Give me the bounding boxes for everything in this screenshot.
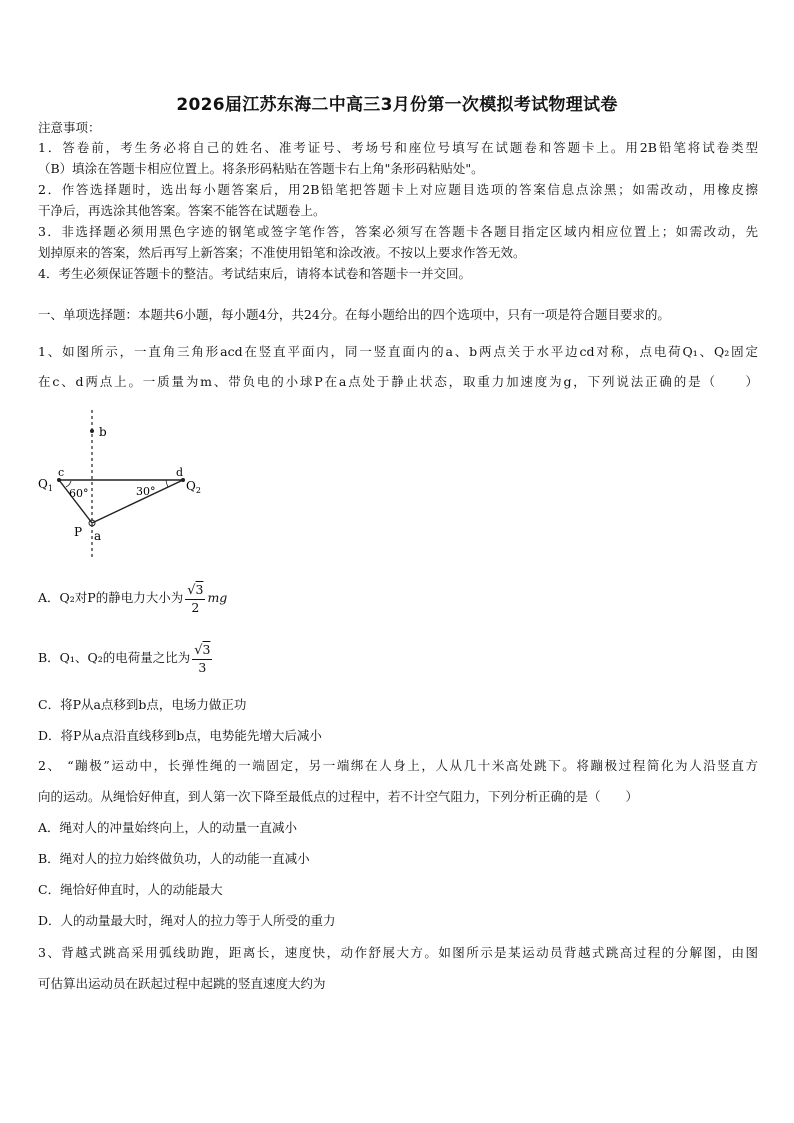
q3-stem-line-1: 3、背越式跳高采用弧线助跑，距离长，速度快，动作舒展大方。如图所示是某运动员背越式跳高过程的分解图，由图 [38, 945, 758, 960]
q2-option-b: B．绳对人的拉力始终做负功，人的动能一直减小 [38, 851, 310, 866]
q1-stem-line-2: 在c、d两点上。一质量为m、带负电的小球P在a点处于静止状态，取重力加速度为g，下列说法正确的是（ ） [38, 374, 758, 389]
q1-option-c: C．将P从a点移到b点，电场力做正功 [38, 697, 247, 712]
q1-option-d: D．将P从a点沿直线移到b点，电势能先增大后减小 [38, 728, 322, 743]
notice-line-2: （B）填涂在答题卡相应位置上。将条形码粘贴在答题卡右上角"条形码粘贴处"。 [38, 161, 484, 176]
triangle-diagram [36, 410, 216, 560]
q1-option-a-fraction: $\frac{√3}{2}$ [187, 581, 204, 615]
notice-line-3: 2．作答选择题时，选出每小题答案后，用2B铅笔把答题卡上对应题目选项的答案信息点涂黑；如需改动，用橡皮擦 [38, 182, 759, 197]
notice-line-5: 3．非选择题必须用黑色字迹的钢笔或签字笔作答，答案必须写在答题卡各题目指定区域内相应位置上；如需改动，先 [38, 224, 758, 239]
q1-option-b-fraction: $\frac{√3}{3}$ [194, 641, 211, 675]
sqrt-icon: √ [194, 642, 203, 658]
angle-arc-30 [166, 480, 168, 487]
label-c: c [58, 466, 65, 479]
q2-stem-line-1: 2、 “蹦极”运动中，长弹性绳的一端固定，另一端绑在人身上，人从几十米高处跳下。将蹦极过程简化为人沿竖直方 [38, 758, 758, 773]
notice-line-6: 划掉原来的答案，然后再写上新答案；不准使用铅笔和涂改液。不按以上要求作答无效。 [38, 245, 526, 260]
notice-line-1: 1．答卷前，考生务必将自己的姓名、准考证号、考场号和座位号填写在试题卷和答题卡上。用2B铅笔将试卷类型 [38, 140, 758, 155]
q1-stem-line-1: 1、如图所示，一直角三角形acd在竖直平面内，同一竖直面内的a、b两点关于水平边cd对称，点电荷Q₁、Q₂固定 [38, 344, 758, 359]
label-q1: $Q_1$ [38, 477, 53, 493]
q3-stem-line-2: 可估算出运动员在跃起过程中起跳的竖直速度大约为 [38, 976, 326, 991]
label-b: b [99, 425, 107, 439]
label-d: d [176, 466, 184, 479]
sqrt-icon: √ [187, 582, 196, 598]
label-q2: $Q_2$ [186, 479, 201, 495]
angle-60-label: 60° [69, 487, 89, 500]
label-p: P [74, 525, 83, 539]
q2-option-c: C．绳恰好伸直时，人的动能最大 [38, 882, 223, 897]
point-b [90, 429, 94, 433]
q1-option-a-unit: mg [207, 590, 228, 605]
q2-option-a: A．绳对人的冲量始终向上，人的动量一直减小 [38, 820, 298, 835]
q1-option-a [38, 578, 758, 618]
q1-option-a-text: A．Q₂对P的静电力大小为 [38, 590, 184, 605]
q1-option-b [38, 638, 758, 678]
q1-option-b-text: B．Q₁、Q₂的电荷量之比为 [38, 650, 191, 665]
section-heading: 一、单项选择题：本题共6小题，每小题4分，共24分。在每小题给出的四个选项中，只有一项是符合题目要求的。 [38, 307, 670, 322]
notice-line-7: 4．考生必须保证答题卡的整洁。考试结束后，请将本试卷和答题卡一并交回。 [38, 266, 471, 281]
q1-figure [36, 410, 216, 564]
q2-option-d: D．人的动量最大时，绳对人的拉力等于人所受的重力 [38, 913, 336, 928]
q2-stem-line-2: 向的运动。从绳恰好伸直，到人第一次下降至最低点的过程中，若不计空气阻力，下列分析正确的是（ ） [38, 789, 639, 804]
angle-30-label: 30° [136, 485, 156, 498]
notice-heading: 注意事项： [38, 120, 101, 135]
exam-title: 2026届江苏东海二中高三3月份第一次模拟考试物理试卷 [176, 95, 618, 115]
label-a: a [94, 529, 102, 543]
notice-line-4: 干净后，再选涂其他答案。答案不能答在试题卷上。 [38, 203, 326, 218]
